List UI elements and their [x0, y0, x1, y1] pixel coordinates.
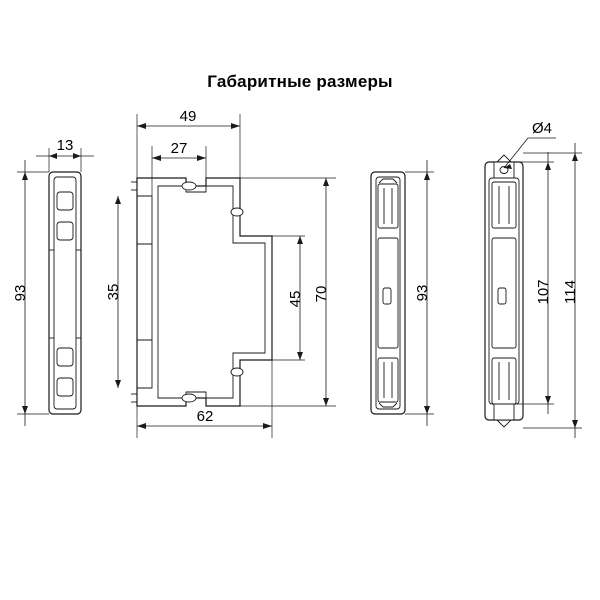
dim-label-49: 49 — [179, 108, 197, 125]
page-title: Габаритные размеры — [207, 72, 393, 91]
dim-label-62: 62 — [196, 408, 214, 425]
dimension-93-rear — [405, 160, 434, 426]
dim-label-114: 114 — [562, 280, 579, 304]
left-side-view — [49, 172, 81, 414]
dim-label-107: 107 — [535, 279, 552, 305]
dim-label-27: 27 — [170, 140, 188, 157]
dim-label-93-left: 93 — [12, 284, 29, 302]
dim-label-35: 35 — [105, 283, 122, 301]
mounting-view — [485, 155, 523, 427]
dim-label-70: 70 — [313, 285, 330, 303]
dimension-45 — [272, 236, 305, 360]
dim-label-hole: Ø4 — [531, 120, 553, 137]
dimension-114 — [523, 143, 582, 438]
dim-label-13: 13 — [56, 137, 74, 154]
front-profile-view — [131, 178, 272, 406]
dim-label-93-rear: 93 — [414, 284, 431, 302]
dim-label-45: 45 — [287, 290, 304, 308]
rear-view — [371, 172, 405, 414]
dimension-13 — [36, 137, 94, 172]
dimension-35 — [105, 196, 122, 388]
dimension-93-left — [12, 160, 49, 426]
dimension-49 — [137, 108, 240, 178]
